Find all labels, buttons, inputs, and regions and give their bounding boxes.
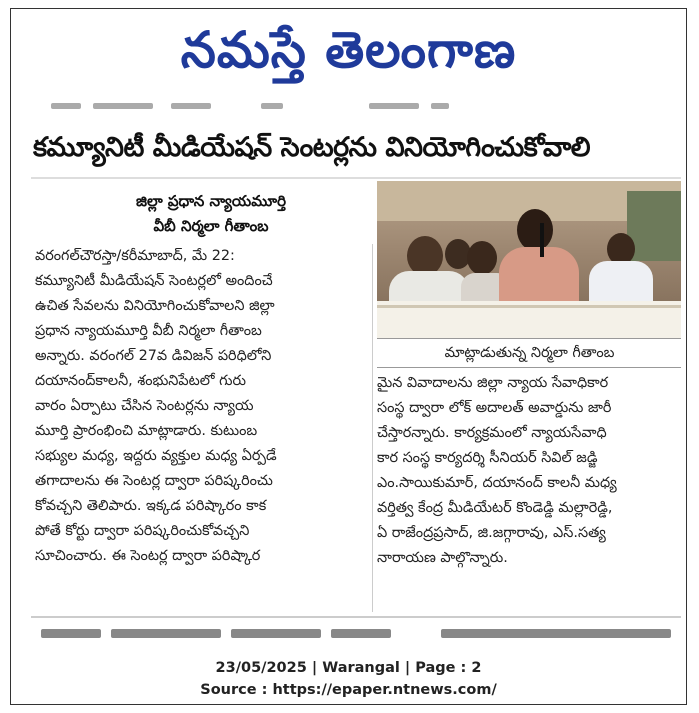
body-line: పోతే కోర్టు ద్వారా పరిష్కరించుకోవచ్చని: [35, 523, 250, 539]
body-line: నారాయణ పాల్గొన్నారు.: [377, 550, 508, 566]
body-line: మైన వివాదాలను జిల్లా న్యాయ సేవాధికార: [377, 375, 609, 391]
cut-off-text-top: [31, 101, 681, 113]
subhead-line: వీబీ నిర్మలా గీతాంబ: [153, 217, 269, 235]
article-photo: [377, 181, 681, 338]
body-line: చేస్తారన్నారు. కార్యక్రమంలో న్యాయసేవాధి: [377, 425, 607, 441]
body-line: ఉచిత సేవలను వినియోగించుకోవాలని జిల్లా: [35, 298, 275, 314]
divider: [31, 177, 681, 179]
photo-caption: మాట్లాడుతున్న నిర్మలా గీతాంబ: [377, 338, 681, 368]
body-line: కోవచ్చని తెలిపారు. ఇక్కడ పరిష్కారం కాక: [35, 498, 267, 514]
article-headline: కమ్యూనిటీ మీడియేషన్ సెంటర్లను వినియోగించుకోవాలి: [33, 132, 591, 163]
body-line: కమ్యూనిటీ మీడియేషన్ సెంటర్లలో అందించే: [35, 273, 273, 289]
clipping-footer: [11, 657, 686, 701]
body-line: వారం ఏర్పాటు చేసిన సెంటర్లను న్యాయ: [35, 398, 254, 414]
date-edition-page: 23/05/2025 | Warangal | Page : 2: [215, 660, 482, 676]
body-line: ఏ రాజేంద్రప్రసాద్, జి.జగ్గారావు, ఎస్.సత్య: [377, 525, 606, 541]
body-line: సంస్థ ద్వారా లోక్ అదాలత్ అవార్డును జారీ: [377, 400, 612, 416]
body-line: సూచించారు. ఈ సెంటర్ల ద్వారా పరిష్కార: [35, 548, 261, 564]
body-line: తగాదాలను ఈ సెంటర్ల ద్వారా పరిష్కరించు: [35, 473, 273, 489]
source-url: Source : https://epaper.ntnews.com/: [200, 682, 497, 698]
body-line: సభ్యుల మధ్య, ఇద్దరు వ్యక్తుల మధ్య ఏర్పడే: [35, 448, 277, 464]
article-subhead: [71, 189, 351, 239]
divider: [31, 616, 681, 618]
body-line: మూర్తి ప్రారంభించి మాట్లాడారు. కుటుంబ: [35, 423, 258, 439]
column-divider: [372, 244, 373, 612]
body-line: వరంగల్‌చౌరస్తా/కరీమాబాద్, మే 22:: [35, 248, 235, 264]
news-clipping: [31, 101, 681, 639]
body-line: ఎం.సాయికుమార్, దయానంద్ కాలనీ మధ్య: [377, 475, 617, 491]
article-body-right-column: [377, 371, 681, 571]
body-line: దయానంద్‌కాలనీ, శంభునిపేటలో గురు: [35, 373, 247, 389]
subhead-line: జిల్లా ప్రధాన న్యాయమూర్తి: [136, 192, 286, 210]
masthead-logo: నమస్తే తెలంగాణ: [180, 20, 517, 79]
article-body-left-column: [35, 244, 371, 569]
body-line: అన్నారు. వరంగల్ 27వ డివిజన్ పరిధిలోని: [35, 348, 272, 364]
page-frame: [10, 8, 687, 705]
cut-off-text-bottom: [31, 625, 681, 639]
body-line: ప్రధాన న్యాయమూర్తి వీబీ నిర్మలా గీతాంబ: [35, 323, 262, 339]
body-line: వర్తిత్వ కేంద్ర మీడియేటర్ కొండెడ్డి మల్లారెడ్డి,: [377, 500, 613, 516]
body-line: కార సంస్థ కార్యదర్శి సీనియర్ సివిల్ జడ్జి: [377, 450, 598, 466]
